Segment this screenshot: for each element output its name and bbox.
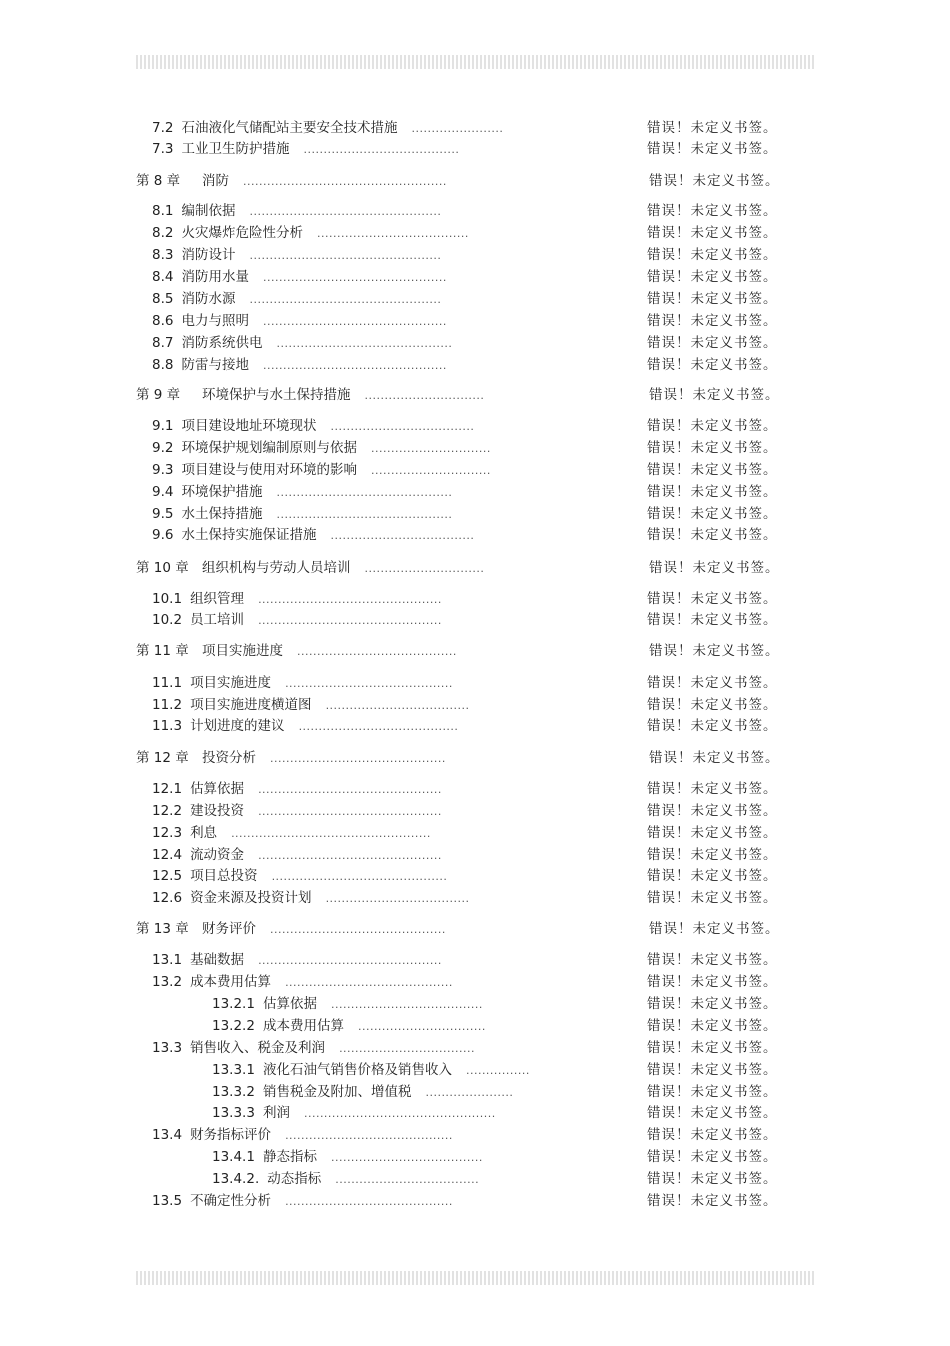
toc-page-reference: 错误！未定义书签。 (649, 750, 780, 766)
toc-entry-title: 环境保护与水土保持措施 (202, 387, 351, 403)
toc-entry-title: 估算依据 (190, 781, 245, 797)
toc-dot-leader: .............................................. (258, 614, 442, 627)
toc-dot-leader: .................................... (330, 420, 475, 433)
toc-page-reference: 错误！未定义书签。 (647, 1040, 778, 1056)
toc-entry-number: 13.3.2 (212, 1084, 255, 1100)
toc-entry-number: 9.1 (152, 418, 174, 434)
toc-entry-title: 动态指标 (267, 1171, 322, 1187)
toc-entry-title: 项目建设与使用对环境的影响 (181, 462, 357, 478)
toc-section-entry[interactable] (152, 139, 459, 159)
toc-dot-leader: .............................................. (258, 954, 442, 967)
toc-entry-title: 液化石油气销售价格及销售收入 (262, 1062, 452, 1078)
toc-page-reference: 错误！未定义书签。 (647, 803, 778, 819)
toc-entry-title: 销售税金及附加、增值税 (262, 1084, 412, 1100)
toc-section-entry[interactable] (152, 866, 447, 886)
toc-section-entry[interactable] (152, 245, 441, 265)
toc-entry-number: 9.4 (152, 484, 174, 500)
toc-page-reference: 错误！未定义书签。 (647, 440, 778, 456)
toc-dot-leader: .................................... (335, 1173, 480, 1186)
toc-entry-number: 13.2.1 (212, 996, 255, 1012)
toc-dot-leader: .............................................. (258, 805, 442, 818)
bottom-scan-band (136, 1271, 816, 1285)
toc-dot-leader: .............................................. (258, 593, 442, 606)
toc-dot-leader: .............................................. (258, 849, 442, 862)
toc-page-reference: 错误！未定义书签。 (647, 697, 778, 713)
toc-entry-number: 11.3 (152, 718, 183, 734)
toc-section-entry[interactable] (152, 779, 442, 799)
toc-dot-leader: .............................................. (262, 359, 447, 372)
toc-page-reference: 错误！未定义书签。 (647, 506, 778, 522)
toc-entry-title: 水土保持措施 (181, 506, 263, 522)
toc-entry-number: 12.3 (152, 825, 183, 841)
toc-entry-number: 13.4.1 (212, 1149, 255, 1165)
toc-dot-leader: ........................................ (298, 720, 459, 733)
toc-entry-number: 8.6 (152, 313, 174, 329)
toc-page-reference: 错误！未定义书签。 (647, 781, 778, 797)
toc-entry-title: 静态指标 (262, 1149, 317, 1165)
toc-entry-number: 9.6 (152, 527, 174, 543)
toc-page-reference: 错误！未定义书签。 (647, 675, 778, 691)
toc-entry-number: 12.1 (152, 781, 183, 797)
toc-section-entry[interactable] (152, 355, 447, 375)
toc-entry-number: 10.1 (152, 591, 183, 607)
toc-page-reference: 错误！未定义书签。 (647, 996, 778, 1012)
toc-dot-leader: ................................................... (243, 175, 447, 188)
toc-entry-number: 8.1 (152, 203, 174, 219)
toc-entry-number: 7.2 (152, 120, 174, 136)
toc-page-reference: 错误！未定义书签。 (647, 225, 778, 241)
toc-entry-number: 12.4 (152, 847, 183, 863)
toc-entry-number: 13.2 (152, 974, 183, 990)
toc-entry-title: 编制依据 (181, 203, 236, 219)
toc-entry-title: 项目实施进度横道图 (190, 697, 312, 713)
toc-dot-leader: ...................... (425, 1086, 514, 1099)
toc-page-reference: 错误！未定义书签。 (647, 952, 778, 968)
toc-entry-number: 13.5 (152, 1193, 183, 1209)
toc-entry-number: 8.3 (152, 247, 174, 263)
toc-entry-title: 火灾爆炸危险性分析 (181, 225, 303, 241)
toc-page-reference: 错误！未定义书签。 (647, 1193, 778, 1209)
toc-dot-leader: ............................................ (270, 752, 446, 765)
toc-entry-title: 成本费用估算 (190, 974, 272, 990)
toc-entry-title: 消防系统供电 (181, 335, 263, 351)
toc-entry-title: 防雷与接地 (181, 357, 249, 373)
toc-page-reference: 错误！未定义书签。 (647, 718, 778, 734)
toc-page-reference: 错误！未定义书签。 (647, 462, 778, 478)
toc-page-reference: 错误！未定义书签。 (647, 120, 778, 136)
toc-entry-title: 消防设计 (181, 247, 236, 263)
toc-page-reference: 错误！未定义书签。 (647, 335, 778, 351)
toc-section-entry[interactable] (152, 118, 503, 138)
toc-page-reference: 错误！未定义书签。 (647, 1149, 778, 1165)
toc-entry-number: 第 12 章 (136, 750, 189, 766)
toc-page-reference: 错误！未定义书签。 (647, 203, 778, 219)
toc-entry-title: 不确定性分析 (190, 1193, 272, 1209)
toc-entry-number: 8.2 (152, 225, 174, 241)
toc-section-entry[interactable] (152, 610, 442, 630)
toc-dot-leader: .......................................... (285, 976, 453, 989)
toc-dot-leader: ................ (465, 1064, 530, 1077)
toc-entry-number: 11.1 (152, 675, 183, 691)
toc-entry-number: 8.8 (152, 357, 174, 373)
toc-chapter-entry[interactable] (136, 171, 447, 191)
toc-chapter-entry[interactable] (136, 641, 457, 661)
toc-page-reference: 错误！未定义书签。 (649, 643, 780, 659)
toc-dot-leader: .............................................. (258, 783, 442, 796)
toc-page-reference: 错误！未定义书签。 (647, 847, 778, 863)
toc-dot-leader: ................................................ (249, 249, 442, 262)
toc-page-reference: 错误！未定义书签。 (647, 247, 778, 263)
toc-section-entry[interactable] (152, 589, 442, 609)
toc-dot-leader: ...................................... (330, 1151, 483, 1164)
toc-dot-leader: ............................................ (276, 486, 453, 499)
toc-dot-leader: ...................................... (316, 227, 469, 240)
toc-dot-leader: ................................................ (249, 205, 442, 218)
toc-page-reference: 错误！未定义书签。 (647, 1171, 778, 1187)
toc-dot-leader: ................................ (357, 1020, 486, 1033)
toc-page-reference: 错误！未定义书签。 (647, 1084, 778, 1100)
toc-dot-leader: .............................. (364, 389, 485, 402)
toc-section-entry[interactable] (152, 201, 441, 221)
toc-dot-leader: .............................................. (262, 315, 447, 328)
toc-entry-number: 第 8 章 (136, 173, 181, 189)
toc-entry-number: 11.2 (152, 697, 183, 713)
toc-entry-number: 9.2 (152, 440, 174, 456)
toc-entry-title: 员工培训 (190, 612, 245, 628)
toc-entry-title: 投资分析 (202, 750, 256, 766)
toc-entry-title: 组织机构与劳动人员培训 (202, 560, 351, 576)
toc-entry-title: 工业卫生防护措施 (181, 141, 290, 157)
toc-entry-title: 消防用水量 (181, 269, 249, 285)
toc-entry-title: 利润 (262, 1105, 290, 1121)
toc-dot-leader: .............................. (370, 464, 491, 477)
toc-section-entry[interactable] (152, 1191, 453, 1211)
toc-section-entry[interactable] (212, 1016, 486, 1036)
toc-entry-title: 成本费用估算 (262, 1018, 344, 1034)
toc-dot-leader: .................................................. (231, 827, 431, 840)
toc-page-reference: 错误！未定义书签。 (647, 527, 778, 543)
toc-entry-number: 13.3.3 (212, 1105, 255, 1121)
toc-section-entry[interactable] (152, 823, 431, 843)
toc-dot-leader: .................................... (325, 892, 470, 905)
toc-dot-leader: .......................................... (285, 1129, 453, 1142)
toc-entry-title: 组织管理 (190, 591, 245, 607)
toc-entry-title: 财务评价 (202, 921, 256, 937)
toc-page-reference: 错误！未定义书签。 (647, 890, 778, 906)
toc-entry-number: 9.3 (152, 462, 174, 478)
toc-entry-title: 计划进度的建议 (190, 718, 285, 734)
toc-entry-number: 7.3 (152, 141, 174, 157)
toc-dot-leader: .................................... (325, 699, 470, 712)
toc-entry-title: 项目实施进度 (190, 675, 272, 691)
toc-dot-leader: ................................................ (249, 293, 442, 306)
toc-page-reference: 错误！未定义书签。 (649, 173, 780, 189)
toc-dot-leader: .................................. (339, 1042, 475, 1055)
toc-section-entry[interactable] (152, 673, 453, 693)
toc-entry-number: 13.4.2. (212, 1171, 260, 1187)
toc-section-entry[interactable] (152, 482, 452, 502)
toc-page-reference: 错误！未定义书签。 (647, 418, 778, 434)
toc-page-reference: 错误！未定义书签。 (647, 612, 778, 628)
toc-entry-number: 13.3 (152, 1040, 183, 1056)
toc-section-entry[interactable] (152, 1125, 453, 1145)
toc-dot-leader: ............................................ (276, 337, 453, 350)
toc-entry-title: 财务指标评价 (190, 1127, 272, 1143)
toc-chapter-entry[interactable] (136, 748, 446, 768)
toc-entry-number: 12.2 (152, 803, 183, 819)
toc-section-entry[interactable] (152, 416, 474, 436)
toc-section-entry[interactable] (152, 972, 453, 992)
toc-dot-leader: ....................................... (303, 143, 460, 156)
toc-entry-title: 石油液化气储配站主要安全技术措施 (181, 120, 398, 136)
toc-dot-leader: .......................................... (285, 677, 453, 690)
toc-section-entry[interactable] (152, 311, 447, 331)
toc-section-entry[interactable] (152, 1038, 475, 1058)
toc-page-reference: 错误！未定义书签。 (647, 825, 778, 841)
toc-dot-leader: ............................................ (270, 923, 446, 936)
toc-chapter-entry[interactable] (136, 919, 446, 939)
toc-section-entry[interactable] (152, 845, 442, 865)
toc-page-reference: 错误！未定义书签。 (647, 868, 778, 884)
toc-entry-title: 建设投资 (190, 803, 245, 819)
toc-section-entry[interactable] (152, 504, 452, 524)
toc-section-entry[interactable] (212, 994, 483, 1014)
toc-section-entry[interactable] (212, 1060, 530, 1080)
toc-section-entry[interactable] (212, 1082, 513, 1102)
toc-page-reference: 错误！未定义书签。 (647, 1127, 778, 1143)
toc-entry-title: 消防水源 (181, 291, 236, 307)
toc-entry-title: 电力与照明 (181, 313, 249, 329)
toc-page-reference: 错误！未定义书签。 (647, 974, 778, 990)
toc-dot-leader: .............................................. (262, 271, 447, 284)
toc-section-entry[interactable] (152, 460, 491, 480)
toc-entry-number: 13.2.2 (212, 1018, 255, 1034)
toc-section-entry[interactable] (152, 525, 474, 545)
toc-section-entry[interactable] (152, 289, 441, 309)
toc-section-entry[interactable] (152, 888, 469, 908)
toc-page-reference: 错误！未定义书签。 (647, 141, 778, 157)
toc-page-reference: 错误！未定义书签。 (649, 387, 780, 403)
toc-dot-leader: .............................. (370, 442, 491, 455)
toc-entry-number: 第 13 章 (136, 921, 189, 937)
toc-entry-number: 8.5 (152, 291, 174, 307)
toc-entry-title: 资金来源及投资计划 (190, 890, 312, 906)
toc-page-reference: 错误！未定义书签。 (647, 1018, 778, 1034)
toc-page-reference: 错误！未定义书签。 (647, 591, 778, 607)
toc-page-reference: 错误！未定义书签。 (647, 357, 778, 373)
toc-page-reference: 错误！未定义书签。 (649, 560, 780, 576)
toc-section-entry[interactable] (152, 438, 491, 458)
toc-entry-title: 流动资金 (190, 847, 245, 863)
toc-chapter-entry[interactable] (136, 385, 484, 405)
toc-entry-number: 9.5 (152, 506, 174, 522)
toc-entry-number: 12.5 (152, 868, 183, 884)
toc-dot-leader: ...................................... (330, 998, 483, 1011)
toc-section-entry[interactable] (212, 1103, 496, 1123)
toc-dot-leader: ........................................ (297, 645, 457, 658)
toc-entry-title: 销售收入、税金及利润 (190, 1040, 326, 1056)
toc-entry-title: 项目建设地址环境现状 (181, 418, 317, 434)
toc-section-entry[interactable] (212, 1147, 483, 1167)
toc-section-entry[interactable] (152, 223, 469, 243)
toc-entry-title: 项目实施进度 (202, 643, 283, 659)
toc-section-entry[interactable] (152, 333, 452, 353)
toc-entry-title: 水土保持实施保证措施 (181, 527, 317, 543)
toc-page-reference: 错误！未定义书签。 (647, 1062, 778, 1078)
toc-entry-number: 8.7 (152, 335, 174, 351)
toc-section-entry[interactable] (152, 267, 447, 287)
toc-entry-number: 第 11 章 (136, 643, 189, 659)
toc-dot-leader: ............................................ (276, 508, 453, 521)
toc-entry-title: 消防 (202, 173, 229, 189)
toc-page-reference: 错误！未定义书签。 (647, 291, 778, 307)
toc-section-entry[interactable] (152, 695, 469, 715)
toc-page-reference: 错误！未定义书签。 (647, 1105, 778, 1121)
toc-section-entry[interactable] (152, 801, 442, 821)
toc-page-reference: 错误！未定义书签。 (647, 269, 778, 285)
toc-entry-number: 第 10 章 (136, 560, 189, 576)
toc-entry-title: 利息 (190, 825, 218, 841)
toc-entry-number: 12.6 (152, 890, 183, 906)
toc-entry-title: 估算依据 (262, 996, 317, 1012)
toc-dot-leader: .......................................... (285, 1195, 453, 1208)
toc-dot-leader: ................................................ (303, 1107, 496, 1120)
toc-dot-leader: .................................... (330, 529, 475, 542)
toc-page-reference: 错误！未定义书签。 (647, 484, 778, 500)
toc-section-entry[interactable] (152, 950, 442, 970)
toc-entry-number: 第 9 章 (136, 387, 181, 403)
toc-entry-title: 环境保护规划编制原则与依据 (181, 440, 357, 456)
toc-entry-number: 13.3.1 (212, 1062, 255, 1078)
toc-entry-title: 基础数据 (190, 952, 245, 968)
toc-entry-number: 10.2 (152, 612, 183, 628)
toc-entry-number: 8.4 (152, 269, 174, 285)
toc-entry-number: 13.1 (152, 952, 183, 968)
toc-dot-leader: .............................. (364, 562, 485, 575)
toc-section-entry[interactable] (152, 716, 458, 736)
toc-page-reference: 错误！未定义书签。 (649, 921, 780, 937)
toc-entry-number: 13.4 (152, 1127, 183, 1143)
toc-page-reference: 错误！未定义书签。 (647, 313, 778, 329)
toc-section-entry[interactable] (212, 1169, 479, 1189)
toc-entry-title: 环境保护措施 (181, 484, 263, 500)
toc-chapter-entry[interactable] (136, 558, 484, 578)
toc-dot-leader: ............................................ (271, 870, 448, 883)
toc-dot-leader: ....................... (411, 122, 504, 135)
toc-entry-title: 项目总投资 (190, 868, 258, 884)
